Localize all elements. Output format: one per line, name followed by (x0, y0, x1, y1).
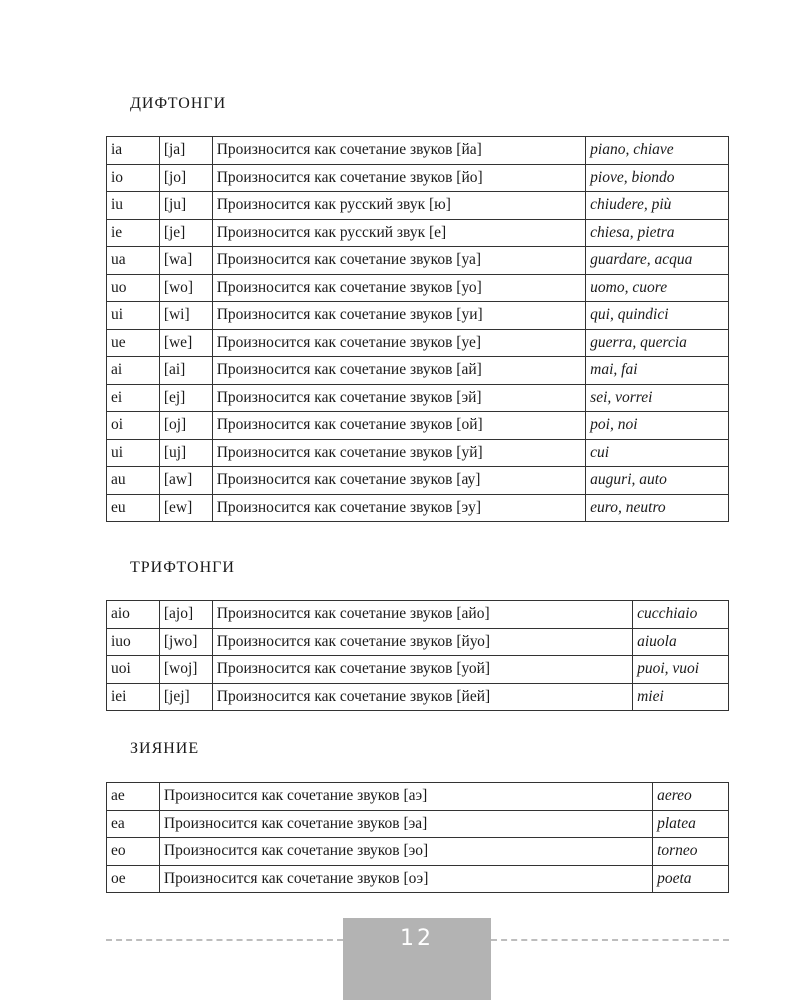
letters-cell: ui (107, 439, 160, 467)
section-title-diphthongs: ДИФТОНГИ (130, 95, 227, 112)
letters-cell: ua (107, 247, 160, 275)
example-cell: qui, quindici (586, 302, 729, 330)
description-cell: Произносится как сочетание звуков [йей] (212, 683, 632, 711)
table-row (107, 137, 729, 165)
letters-cell: uo (107, 274, 160, 302)
table-row (107, 439, 729, 467)
transcription-cell: [wa] (159, 247, 212, 275)
transcription-cell: [oj] (159, 412, 212, 440)
example-cell: poi, noi (586, 412, 729, 440)
table-row (107, 412, 729, 440)
letters-cell: ea (107, 810, 160, 838)
letters-cell: iei (107, 683, 160, 711)
example-cell: torneo (653, 838, 729, 866)
table-row (107, 164, 729, 192)
table-row (107, 302, 729, 330)
table-row (107, 838, 729, 866)
transcription-cell: [wi] (159, 302, 212, 330)
transcription-cell: [woj] (159, 656, 212, 684)
example-cell: uomo, cuore (586, 274, 729, 302)
table-row (107, 783, 729, 811)
description-cell: Произносится как сочетание звуков [ау] (212, 467, 585, 495)
section-title-hiatus: ЗИЯНИЕ (130, 740, 200, 757)
footer-divider-left (106, 939, 343, 941)
letters-cell: uoi (107, 656, 160, 684)
transcription-cell: [ej] (159, 384, 212, 412)
letters-cell: aio (107, 601, 160, 629)
transcription-cell: [ju] (159, 192, 212, 220)
description-cell: Произносится как сочетание звуков [аэ] (159, 783, 652, 811)
transcription-cell: [we] (159, 329, 212, 357)
letters-cell: ie (107, 219, 160, 247)
example-cell: aereo (653, 783, 729, 811)
description-cell: Произносится как сочетание звуков [йо] (212, 164, 585, 192)
description-cell: Произносится как русский звук [ю] (212, 192, 585, 220)
example-cell: miei (633, 683, 729, 711)
table-row (107, 384, 729, 412)
transcription-cell: [ja] (159, 137, 212, 165)
example-cell: piano, chiave (586, 137, 729, 165)
example-cell: cui (586, 439, 729, 467)
table-row (107, 192, 729, 220)
description-cell: Произносится как сочетание звуков [уе] (212, 329, 585, 357)
example-cell: puoi, vuoi (633, 656, 729, 684)
description-cell: Произносится как сочетание звуков [эй] (212, 384, 585, 412)
section-title-triphthongs: ТРИФТОНГИ (130, 559, 235, 576)
table-row (107, 628, 729, 656)
table-row (107, 219, 729, 247)
triphthongs-table (106, 600, 729, 711)
example-cell: mai, fai (586, 357, 729, 385)
letters-cell: ai (107, 357, 160, 385)
table-row (107, 601, 729, 629)
example-cell: guerra, quercia (586, 329, 729, 357)
page-number: 12 (400, 926, 434, 951)
letters-cell: io (107, 164, 160, 192)
description-cell: Произносится как сочетание звуков [уо] (212, 274, 585, 302)
letters-cell: au (107, 467, 160, 495)
description-cell: Произносится как сочетание звуков [эо] (159, 838, 652, 866)
transcription-cell: [aw] (159, 467, 212, 495)
description-cell: Произносится как сочетание звуков [оэ] (159, 865, 652, 893)
example-cell: platea (653, 810, 729, 838)
letters-cell: ae (107, 783, 160, 811)
description-cell: Произносится как сочетание звуков [уи] (212, 302, 585, 330)
table-row (107, 865, 729, 893)
description-cell: Произносится как сочетание звуков [ой] (212, 412, 585, 440)
letters-cell: eu (107, 494, 160, 522)
page-number-box (343, 918, 491, 1000)
table-row (107, 683, 729, 711)
transcription-cell: [je] (159, 219, 212, 247)
table-row (107, 467, 729, 495)
letters-cell: ue (107, 329, 160, 357)
letters-cell: oi (107, 412, 160, 440)
hiatus-table (106, 782, 729, 893)
transcription-cell: [uj] (159, 439, 212, 467)
letters-cell: ui (107, 302, 160, 330)
table-row (107, 810, 729, 838)
example-cell: guardare, acqua (586, 247, 729, 275)
description-cell: Произносится как сочетание звуков [йуо] (212, 628, 632, 656)
letters-cell: iuo (107, 628, 160, 656)
example-cell: sei, vorrei (586, 384, 729, 412)
transcription-cell: [ew] (159, 494, 212, 522)
description-cell: Произносится как сочетание звуков [ай] (212, 357, 585, 385)
description-cell: Произносится как русский звук [е] (212, 219, 585, 247)
example-cell: poeta (653, 865, 729, 893)
letters-cell: eo (107, 838, 160, 866)
table-row (107, 357, 729, 385)
example-cell: auguri, auto (586, 467, 729, 495)
table-row (107, 329, 729, 357)
description-cell: Произносится как сочетание звуков [йа] (212, 137, 585, 165)
transcription-cell: [ajo] (159, 601, 212, 629)
example-cell: piove, biondo (586, 164, 729, 192)
description-cell: Произносится как сочетание звуков [уй] (212, 439, 585, 467)
transcription-cell: [jwo] (159, 628, 212, 656)
transcription-cell: [wo] (159, 274, 212, 302)
table-row (107, 247, 729, 275)
transcription-cell: [jo] (159, 164, 212, 192)
description-cell: Произносится как сочетание звуков [уа] (212, 247, 585, 275)
diphthongs-table (106, 136, 729, 522)
letters-cell: oe (107, 865, 160, 893)
letters-cell: ia (107, 137, 160, 165)
transcription-cell: [ai] (159, 357, 212, 385)
example-cell: chiudere, più (586, 192, 729, 220)
description-cell: Произносится как сочетание звуков [айо] (212, 601, 632, 629)
description-cell: Произносится как сочетание звуков [эу] (212, 494, 585, 522)
table-row (107, 494, 729, 522)
table-row (107, 656, 729, 684)
description-cell: Произносится как сочетание звуков [уой] (212, 656, 632, 684)
table-row (107, 274, 729, 302)
example-cell: euro, neutro (586, 494, 729, 522)
description-cell: Произносится как сочетание звуков [эа] (159, 810, 652, 838)
example-cell: chiesa, pietra (586, 219, 729, 247)
letters-cell: iu (107, 192, 160, 220)
transcription-cell: [jej] (159, 683, 212, 711)
footer-divider-right (491, 939, 729, 941)
letters-cell: ei (107, 384, 160, 412)
example-cell: cucchiaio (633, 601, 729, 629)
example-cell: aiuola (633, 628, 729, 656)
